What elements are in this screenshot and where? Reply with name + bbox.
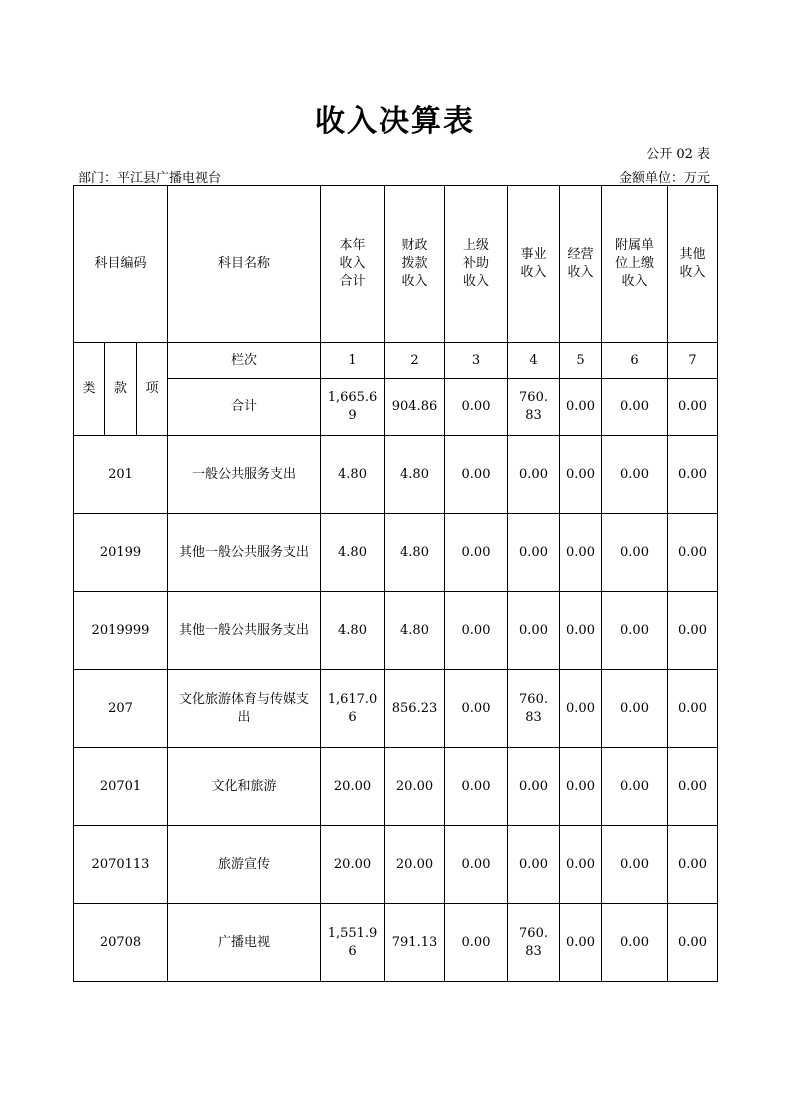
total-value: 0.00 [560, 379, 602, 436]
row-value: 0.00 [445, 436, 508, 514]
header-fiscal: 财政拨款收入 [385, 186, 445, 343]
row-value: 0.00 [602, 592, 668, 670]
row-name: 旅游宣传 [168, 826, 321, 904]
table-row [74, 436, 718, 514]
row-name: 文化旅游体育与传媒支出 [168, 670, 321, 748]
row-value: 0.00 [508, 436, 560, 514]
row-value: 0.00 [668, 436, 718, 514]
table-row [74, 904, 718, 982]
row-value: 20.00 [385, 748, 445, 826]
header-business: 事业收入 [508, 186, 560, 343]
form-number: 公开 02 表 [646, 147, 710, 162]
row-name: 其他一般公共服务支出 [168, 514, 321, 592]
row-value: 0.00 [508, 826, 560, 904]
row-value: 0.00 [668, 670, 718, 748]
row-value: 0.00 [445, 670, 508, 748]
header-xiang: 项 [137, 343, 168, 436]
row-code: 2070113 [74, 826, 168, 904]
seq-cell: 5 [560, 343, 602, 379]
header-affiliated: 附属单位上缴收入 [602, 186, 668, 343]
row-value: 0.00 [602, 670, 668, 748]
row-code: 20199 [74, 514, 168, 592]
row-value: 0.00 [445, 592, 508, 670]
total-value: 0.00 [445, 379, 508, 436]
row-value: 760.83 [508, 670, 560, 748]
header-code: 科目编码 [74, 186, 168, 343]
header-superior: 上级补助收入 [445, 186, 508, 343]
header-total: 本年收入合计 [321, 186, 385, 343]
header-name: 科目名称 [168, 186, 321, 343]
row-value: 4.80 [385, 592, 445, 670]
page-title: 收入决算表 [315, 104, 475, 139]
row-value: 0.00 [668, 826, 718, 904]
row-value: 0.00 [560, 826, 602, 904]
table-row [74, 670, 718, 748]
row-code: 201 [74, 436, 168, 514]
row-value: 0.00 [560, 748, 602, 826]
row-value: 4.80 [321, 436, 385, 514]
row-value: 0.00 [602, 826, 668, 904]
row-value: 0.00 [668, 514, 718, 592]
row-value: 1,551.96 [321, 904, 385, 982]
row-value: 0.00 [602, 904, 668, 982]
row-value: 0.00 [445, 904, 508, 982]
row-value: 0.00 [445, 514, 508, 592]
row-value: 0.00 [602, 748, 668, 826]
row-name: 广播电视 [168, 904, 321, 982]
table-row [74, 514, 718, 592]
total-value: 0.00 [602, 379, 668, 436]
row-value: 0.00 [560, 670, 602, 748]
row-value: 20.00 [385, 826, 445, 904]
seq-cell: 4 [508, 343, 560, 379]
seq-cell: 2 [385, 343, 445, 379]
row-value: 760.83 [508, 904, 560, 982]
header-lei: 类 [74, 343, 105, 436]
row-value: 0.00 [668, 592, 718, 670]
seq-cell: 7 [668, 343, 718, 379]
row-value: 4.80 [321, 514, 385, 592]
total-value: 904.86 [385, 379, 445, 436]
row-value: 0.00 [508, 748, 560, 826]
total-value: 1,665.69 [321, 379, 385, 436]
row-value: 0.00 [602, 436, 668, 514]
table-row [74, 748, 718, 826]
row-value: 4.80 [321, 592, 385, 670]
header-operating: 经营收入 [560, 186, 602, 343]
total-value: 0.00 [668, 379, 718, 436]
row-value: 0.00 [508, 592, 560, 670]
row-code: 2019999 [74, 592, 168, 670]
row-code: 20708 [74, 904, 168, 982]
row-value: 0.00 [445, 748, 508, 826]
row-value: 0.00 [602, 514, 668, 592]
row-value: 20.00 [321, 826, 385, 904]
row-value: 1,617.06 [321, 670, 385, 748]
row-value: 0.00 [560, 592, 602, 670]
seq-label: 栏次 [168, 343, 321, 379]
row-value: 856.23 [385, 670, 445, 748]
row-name: 文化和旅游 [168, 748, 321, 826]
amount-unit-label: 金额单位：万元 [618, 171, 710, 186]
total-label: 合计 [168, 379, 321, 436]
header-row [74, 186, 718, 343]
table-row [74, 826, 718, 904]
seq-cell: 6 [602, 343, 668, 379]
row-value: 0.00 [445, 826, 508, 904]
total-row [74, 379, 718, 436]
row-value: 4.80 [385, 514, 445, 592]
row-value: 0.00 [668, 904, 718, 982]
row-value: 0.00 [560, 514, 602, 592]
income-table [73, 185, 718, 982]
row-value: 0.00 [668, 748, 718, 826]
row-value: 4.80 [385, 436, 445, 514]
department-label: 部门：平江县广播电视台 [78, 171, 222, 186]
row-value: 791.13 [385, 904, 445, 982]
row-value: 0.00 [560, 904, 602, 982]
row-code: 20701 [74, 748, 168, 826]
seq-cell: 1 [321, 343, 385, 379]
row-name: 一般公共服务支出 [168, 436, 321, 514]
sequence-row [74, 343, 718, 379]
total-value: 760.83 [508, 379, 560, 436]
seq-cell: 3 [445, 343, 508, 379]
header-kuan: 款 [105, 343, 137, 436]
row-name: 其他一般公共服务支出 [168, 592, 321, 670]
row-value: 0.00 [508, 514, 560, 592]
header-other: 其他收入 [668, 186, 718, 343]
row-value: 20.00 [321, 748, 385, 826]
table-row [74, 592, 718, 670]
row-code: 207 [74, 670, 168, 748]
row-value: 0.00 [560, 436, 602, 514]
